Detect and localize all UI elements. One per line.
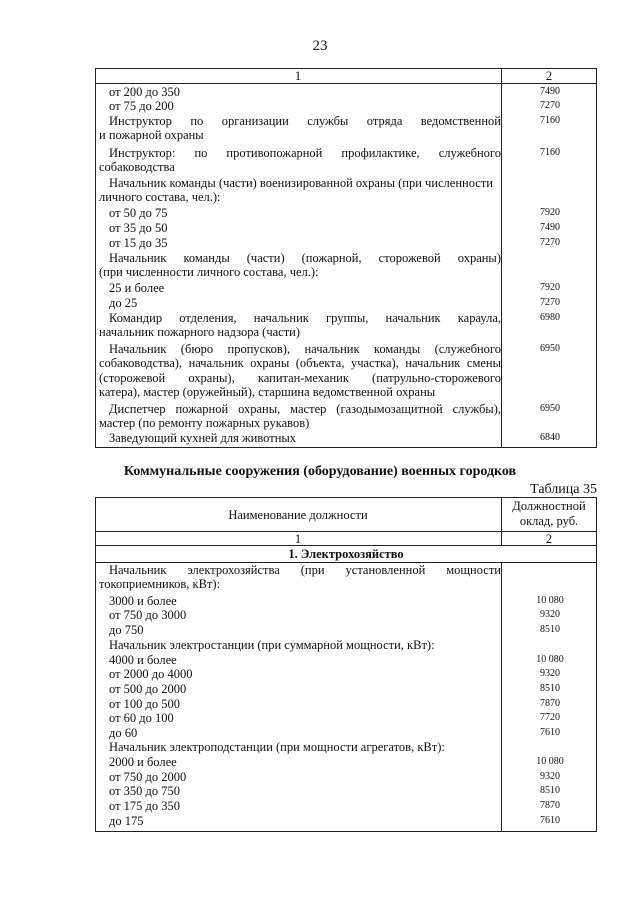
column-number-2: 2 xyxy=(545,69,553,83)
position-name-line: (при численности личного состава, чел.): xyxy=(99,265,319,280)
salary-value: 6840 xyxy=(540,432,560,443)
page-number: 23 xyxy=(312,38,328,54)
column-header-salary: Должностной оклад, руб. xyxy=(512,499,586,528)
position-name-line: от 60 до 100 xyxy=(109,711,174,725)
salary-value: 7920 xyxy=(540,207,560,218)
salary-value: 8510 xyxy=(540,683,560,694)
salary-value: 7160 xyxy=(540,147,560,158)
position-name-line: Начальник электрохозяйства (при установленной мощности xyxy=(109,563,501,577)
salary-value: 6980 xyxy=(540,312,560,323)
salary-value: 10 080 xyxy=(536,595,564,606)
position-name-line: Начальник команды (части) (пожарной, сторожевой охраны) xyxy=(109,251,501,265)
table-label: Таблица 35 xyxy=(530,482,597,497)
position-name-line: Начальник электростанции (при суммарной мощности, кВт): xyxy=(109,638,435,652)
position-name-line: от 100 до 500 xyxy=(109,697,181,711)
column-number-1: 1 xyxy=(294,69,302,83)
position-name-line: от 75 до 200 xyxy=(109,99,174,113)
salary-value: 7270 xyxy=(540,100,560,111)
position-name-line: от 200 до 350 xyxy=(109,85,181,99)
salary-value: 7870 xyxy=(540,698,560,709)
position-name-line: от 50 до 75 xyxy=(109,206,168,220)
position-name-line: Начальник команды (части) военизированной охраны (при численности личного состава, чел.): xyxy=(99,176,493,205)
position-name-line: мастер (по ремонту пожарных рукавов) xyxy=(99,416,310,431)
position-name-line: до 175 xyxy=(109,814,144,828)
position-name-line: 4000 и более xyxy=(109,653,177,667)
position-name-line: собаководства), начальник охраны (объекта, участка), начальник смены xyxy=(99,356,501,371)
column-divider xyxy=(501,68,502,448)
salary-value: 7870 xyxy=(540,800,560,811)
position-name-line: до 25 xyxy=(109,296,138,310)
salary-value: 6950 xyxy=(540,343,560,354)
position-name-line: от 750 до 3000 xyxy=(109,608,187,622)
position-name-line: от 350 до 750 xyxy=(109,784,181,798)
position-name-line: от 2000 до 4000 xyxy=(109,667,193,681)
section-title: Коммунальные сооружения (оборудование) военных городков xyxy=(123,464,517,479)
position-name-line: токоприемников, кВт): xyxy=(99,577,221,592)
salary-value: 6950 xyxy=(540,403,560,414)
position-name-line: 3000 и более xyxy=(109,594,177,608)
salary-value: 10 080 xyxy=(536,654,564,665)
salary-value: 7720 xyxy=(540,712,560,723)
salary-value: 7270 xyxy=(540,237,560,248)
salary-value: 8510 xyxy=(540,624,560,635)
position-name-line: Инструктор по организации службы отряда ведомственной xyxy=(109,114,501,128)
section-heading: 1. Электрохозяйство xyxy=(288,547,404,561)
position-name-line: 2000 и более xyxy=(109,755,177,769)
salary-value: 7610 xyxy=(540,815,560,826)
position-name-line: Инструктор: по противопожарной профилактике, служебного xyxy=(109,146,501,160)
position-name-line: от 15 до 35 xyxy=(109,236,168,250)
position-name-line: от 750 до 2000 xyxy=(109,770,187,784)
salary-value: 9320 xyxy=(540,609,560,620)
salary-value: 9320 xyxy=(540,668,560,679)
column-number-2: 2 xyxy=(545,532,553,546)
salary-value: 7160 xyxy=(540,115,560,126)
position-name-line: от 500 до 2000 xyxy=(109,682,187,696)
position-name-line: от 35 до 50 xyxy=(109,221,168,235)
position-name-line: 25 и более xyxy=(109,281,165,295)
position-name-line: Командир отделения, начальник группы, начальник караула, xyxy=(109,311,501,325)
salary-value: 7920 xyxy=(540,282,560,293)
position-name-line: Начальник (бюро пропусков), начальник команды (служебного xyxy=(109,342,501,356)
salary-value: 10 080 xyxy=(536,756,564,767)
position-name-line: собаководства xyxy=(99,160,175,175)
position-name-line: до 60 xyxy=(109,726,138,740)
position-name-line: катера), мастер (оружейный), старшина ведомственной охраны xyxy=(99,385,436,400)
column-number-1: 1 xyxy=(294,532,302,546)
salary-value: 9320 xyxy=(540,771,560,782)
salary-value: 7270 xyxy=(540,297,560,308)
salary-value: 8510 xyxy=(540,785,560,796)
position-name-line: и пожарной охраны xyxy=(99,128,204,143)
salary-value: 7490 xyxy=(540,86,560,97)
position-name-line: Диспетчер пожарной охраны, мастер (газодымозащитной службы), xyxy=(109,402,501,416)
salary-value: 7610 xyxy=(540,727,560,738)
salary-value: 7490 xyxy=(540,222,560,233)
position-name-line: Начальник электроподстанции (при мощности агрегатов, кВт): xyxy=(109,740,445,754)
position-name-line: Заведующий кухней для животных xyxy=(109,431,297,445)
position-name-line: до 750 xyxy=(109,623,144,637)
position-name-line: от 175 до 350 xyxy=(109,799,181,813)
position-name-line: начальник пожарного надзора (части) xyxy=(99,325,301,340)
column-header-position: Наименование должности xyxy=(228,508,368,522)
position-name-line: (сторожевой охраны), капитан-механик (патрульно-сторожевого xyxy=(99,370,501,385)
column-divider xyxy=(501,563,502,832)
